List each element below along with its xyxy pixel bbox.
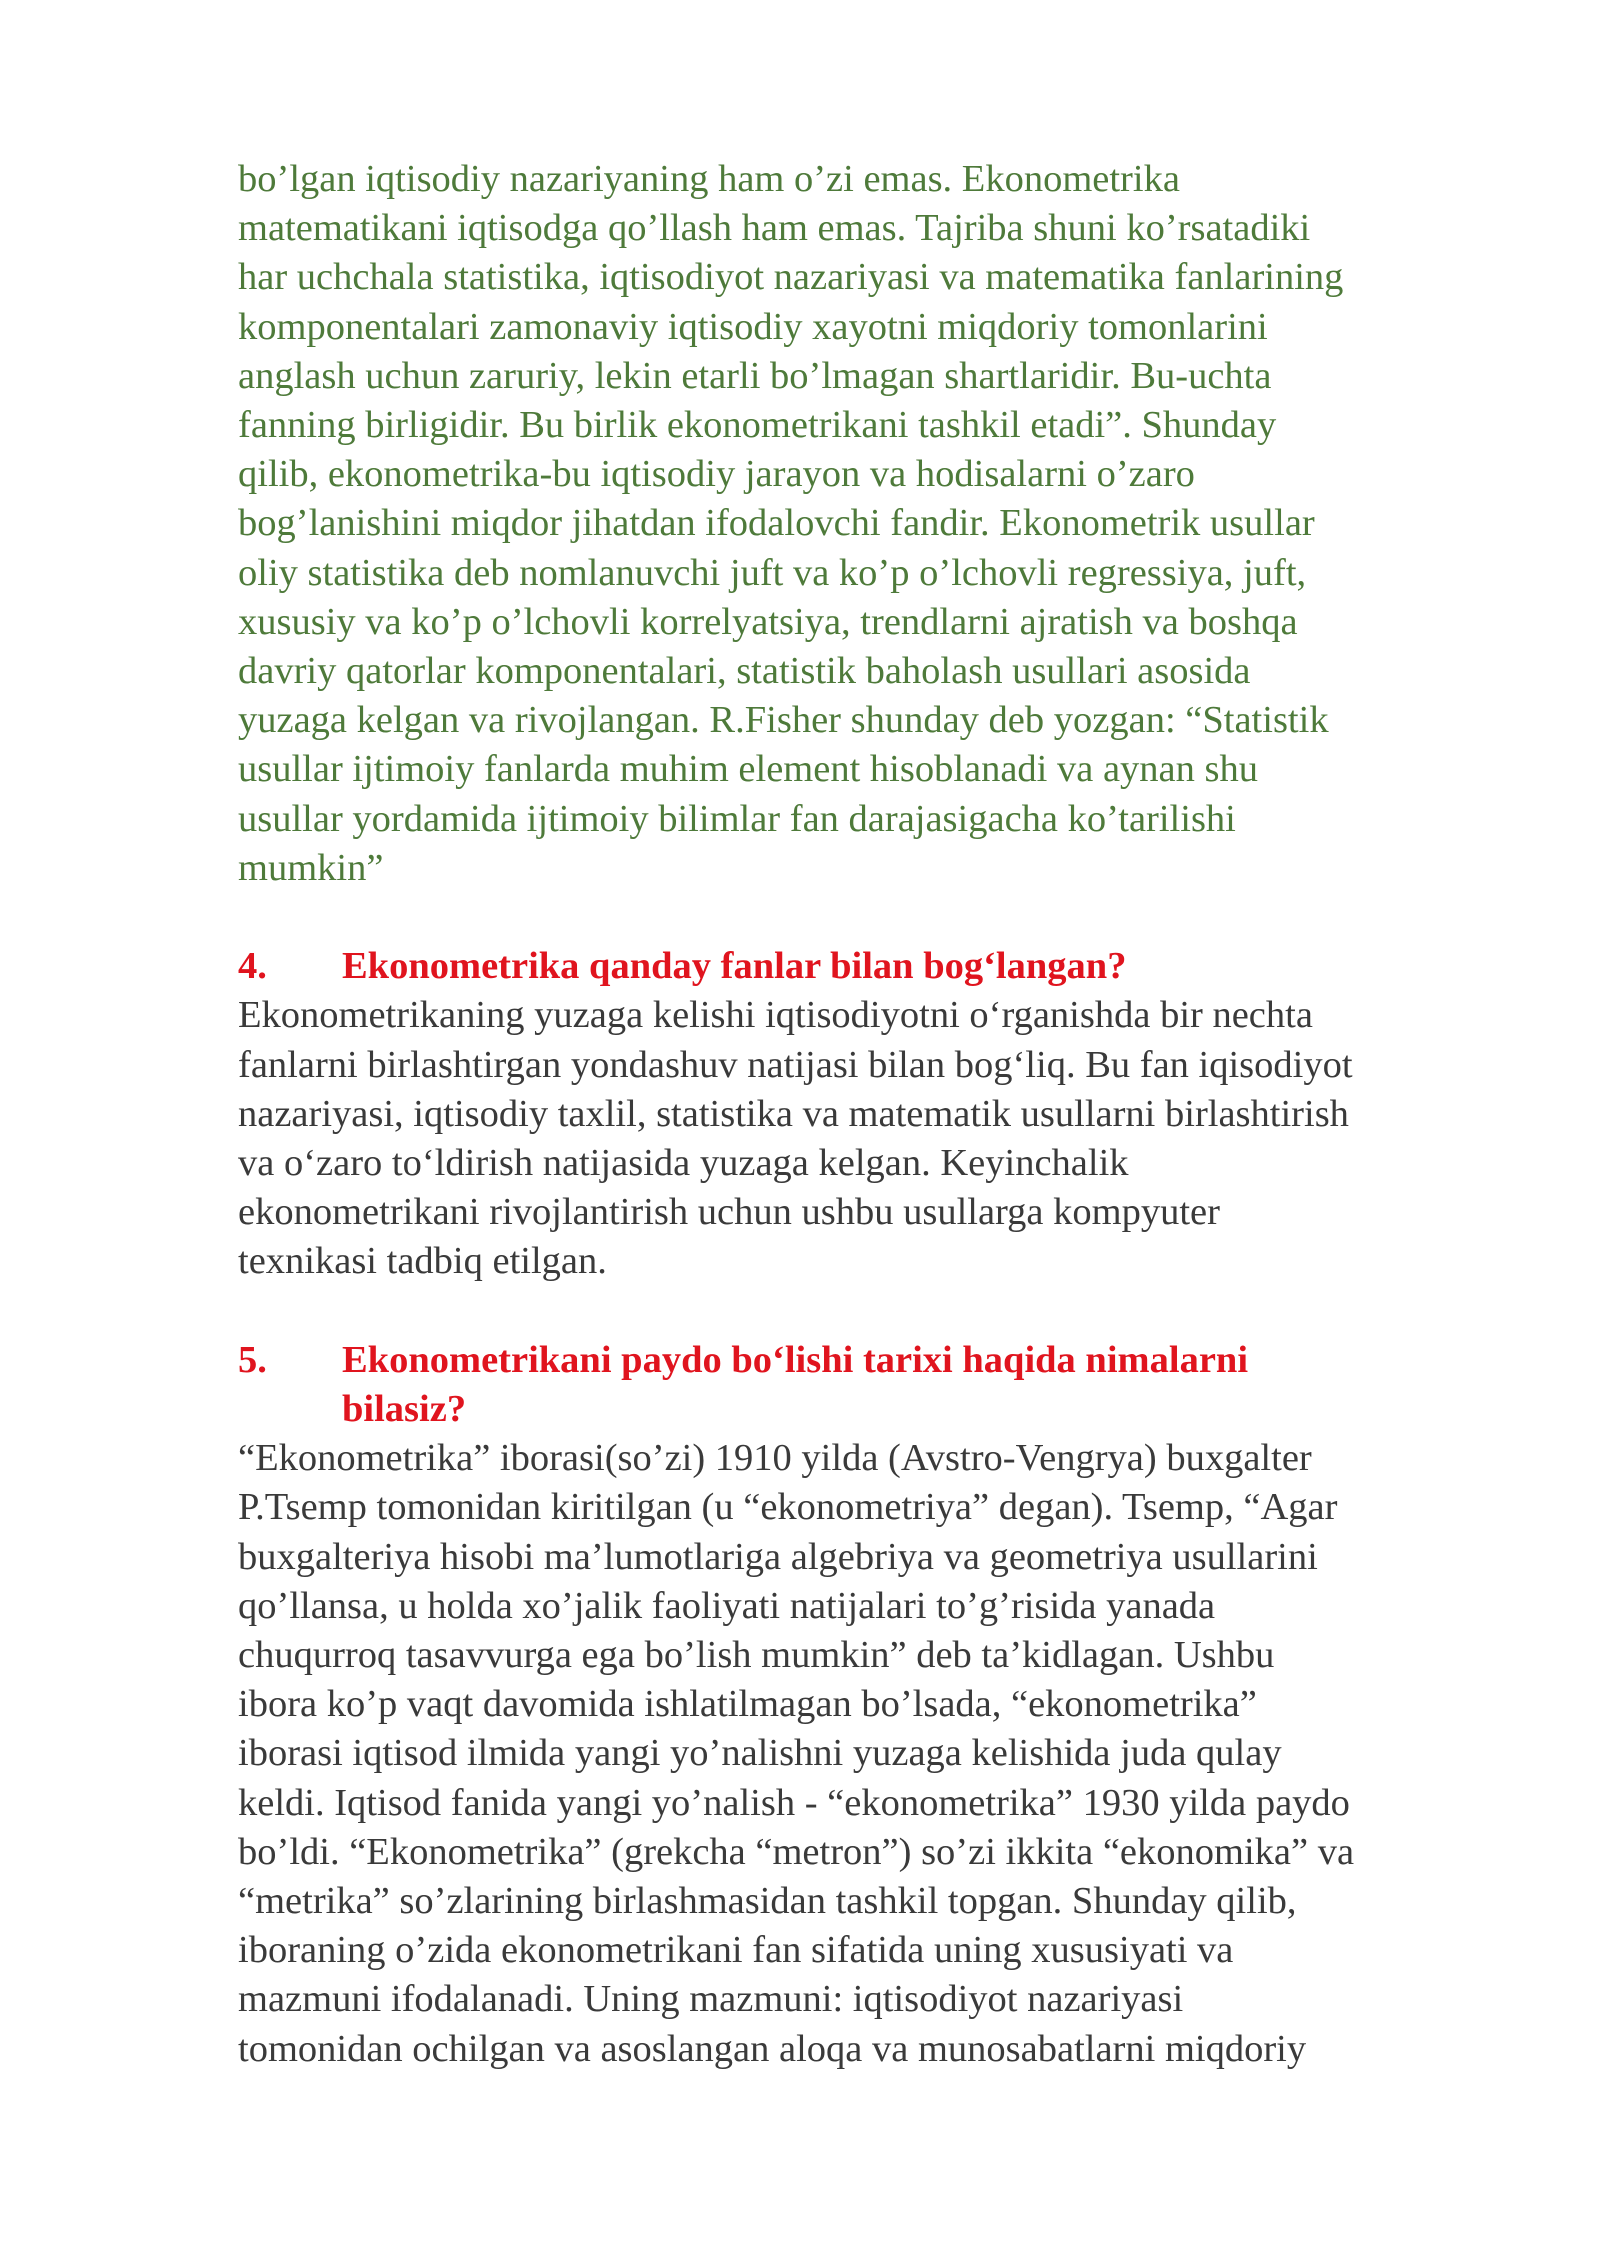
section-title: Ekonometrikani paydo bo‘lishi tarixi haqida nimalarni bilasiz? xyxy=(342,1338,1249,1431)
section-heading-5 xyxy=(238,1336,1478,1434)
spacer xyxy=(238,1287,1478,1336)
section-heading-4 xyxy=(238,942,1478,991)
intro-paragraph: bo’lgan iqtisodiy nazariyaning ham o’zi emas. Ekonometrika matematikani iqtisodga qo’llash ham emas. Tajriba shuni ko’rsatadiki har uchchala statistika, iqtisodiyot nazariyasi va matematika fanlarining komponentalari zamonaviy iqtisodiy xayotni miqdoriy tomonlarini anglash uchun zaruriy, lekin etarli bo’lmagan shartlaridir. Bu-uchta fanning birligidir. Bu birlik ekonometrikani tashkil etadi”. Shunday qilib, ekonometrika-bu iqtisodiy jarayon va hodisalarni o’zaro bog’lanishini miqdor jihatdan ifodalovchi fandir. Ekonometrik usullar oliy statistika deb nomlanuvchi juft va ko’p o’lchovli regressiya, juft, xususiy va ko’p o’lchovli korrelyatsiya, trendlarni ajratish va boshqa davriy qatorlar komponentalari, statistik baholash usullari asosida yuzaga kelgan va rivojlangan. R.Fisher shunday deb yozgan: “Statistik usullar ijtimoiy fanlarda muhim element hisoblanadi va aynan shu usullar yordamida ijtimoiy bilimlar fan darajasigacha ko’tarilishi mumkin” xyxy=(238,158,1344,889)
section-body-4: Ekonometrikaning yuzaga kelishi iqtisodiyotni o‘rganishda bir nechta fanlarni birlashtirgan yondashuv natijasi bilan bog‘liq. Bu fan iqisodiyot nazariyasi, iqtisodiy taxlil, statistika va matematik usullarni birlashtirish va o‘zaro to‘ldirish natijasida yuzaga kelgan. Keyinchalik ekonometrikani rivojlantirish uchun ushbu usullarga kompyuter texnikasi tadbiq etilgan. xyxy=(238,994,1353,1283)
section-title: Ekonometrika qanday fanlar bilan bog‘langan? xyxy=(342,945,1127,988)
section-number: 5. xyxy=(238,1338,267,1381)
spacer xyxy=(238,893,1478,942)
section-body-5: “Ekonometrika” iborasi(so’zi) 1910 yilda (Avstro-Vengrya) buxgalter P.Tsemp tomonidan kiritilgan (u “ekonometriya” degan). Tsemp, “Agar buxgalteriya hisobi ma’lumotlariga algebriya va geometriya usullarini qo’llansa, u holda xo’jalik faoliyati natijalari to’g’risida yanada chuqurroq tasavvurga ega bo’lish mumkin” deb ta’kidlagan. Ushbu ibora ko’p vaqt davomida ishlatilmagan bo’lsada, “ekonometrika” iborasi iqtisod ilmida yangi yo’nalishni yuzaga kelishida juda qulay keldi. Iqtisod fanida yangi yo’nalish - “ekonometrika” 1930 yilda paydo bo’ldi. “Ekonometrika” (grekcha “metron”) so’zi ikkita “ekonomika” va “metrika” so’zlarining birlashmasidan tashkil topgan. Shunday qilib, iboraning o’zida ekonometrikani fan sifatida uning xususiyati va mazmuni ifodalanadi. Uning mazmuni: iqtisodiyot nazariyasi tomonidan ochilgan va asoslangan aloqa va munosabatlarni miqdoriy xyxy=(238,1437,1355,2070)
document-content xyxy=(238,155,1478,2074)
section-number: 4. xyxy=(238,945,267,988)
